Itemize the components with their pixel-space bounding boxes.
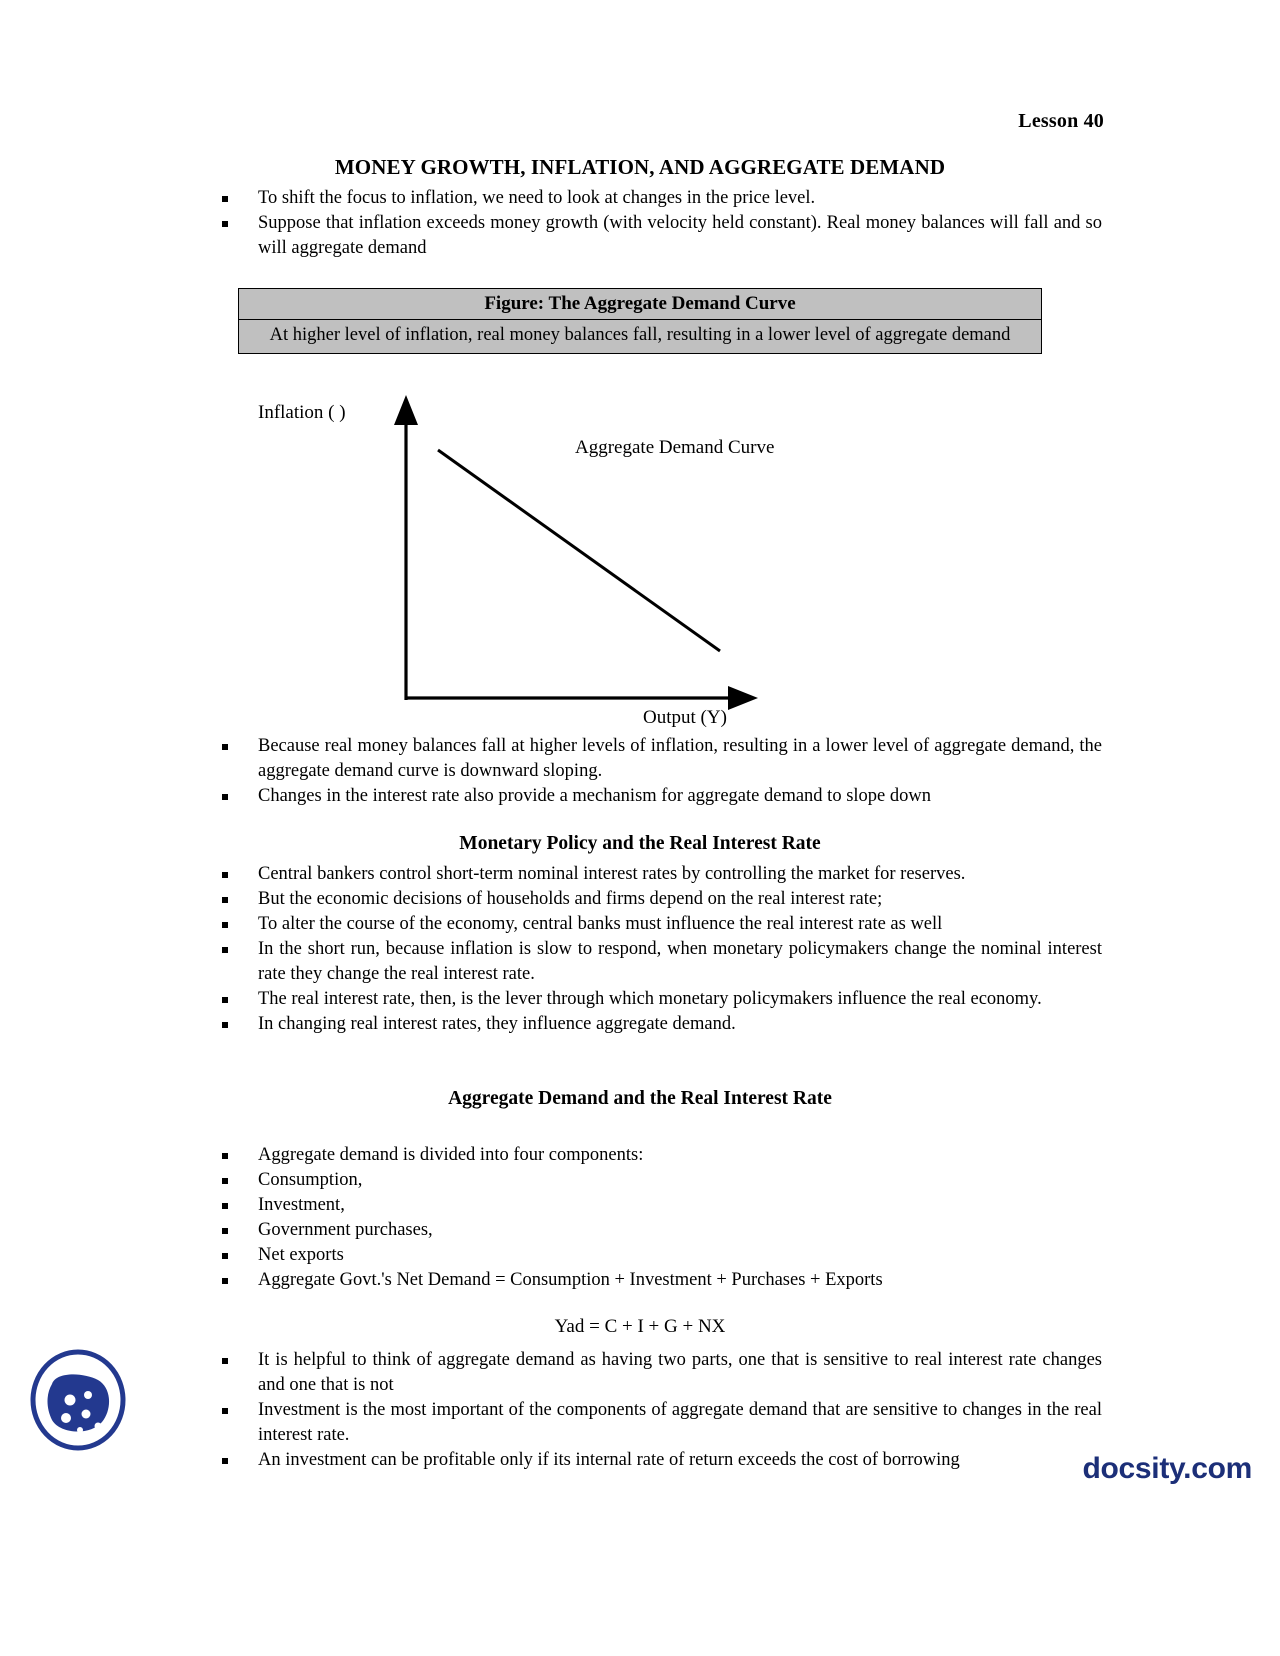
docsity-logo-icon <box>26 1348 130 1452</box>
aggregate-demand-formula: Yad = C + I + G + NX <box>554 1316 726 1337</box>
figure-title: Figure: The Aggregate Demand Curve <box>239 289 1041 320</box>
docsity-logo-svg <box>26 1348 130 1452</box>
list-item: It is helpful to think of aggregate demand as having two parts, one that is sensitive to real interest rate changes and one that is not <box>218 1348 1102 1398</box>
list-item: To shift the focus to inflation, we need to look at changes in the price level. <box>218 186 1102 211</box>
chart-series-label: Aggregate Demand Curve <box>575 437 775 458</box>
post-chart-bullet-list <box>218 734 1102 809</box>
chart-x-axis-label: Output (Y) <box>643 707 727 728</box>
list-item: Aggregate Govt.'s Net Demand = Consumption + Investment + Purchases + Exports <box>218 1268 1102 1293</box>
monetary-bullet-list <box>218 862 1102 1037</box>
closing-bullet-list <box>218 1348 1102 1473</box>
figure-box <box>238 288 1042 354</box>
list-item: Central bankers control short-term nominal interest rates by controlling the market for reserves. <box>218 862 1102 887</box>
aggregate-demand-chart <box>238 385 1058 735</box>
list-item: Government purchases, <box>218 1218 1102 1243</box>
chart-y-axis-label: Inflation ( ) <box>258 402 346 423</box>
list-item: Investment is the most important of the components of aggregate demand that are sensitive to changes in the real interest rate. <box>218 1398 1102 1448</box>
intro-bullet-list <box>218 186 1102 261</box>
demand-curve-line <box>438 450 720 651</box>
list-item: To alter the course of the economy, central banks must influence the real interest rate as well <box>218 912 1102 937</box>
list-item: In changing real interest rates, they influence aggregate demand. <box>218 1012 1102 1037</box>
list-item: Investment, <box>218 1193 1102 1218</box>
list-item: Consumption, <box>218 1168 1102 1193</box>
figure-caption: At higher level of inflation, real money balances fall, resulting in a lower level of aggregate demand <box>269 325 1011 345</box>
list-item: Because real money balances fall at higher levels of inflation, resulting in a lower level of aggregate demand, the aggregate demand curve is downward sloping. <box>218 734 1102 784</box>
aggregate-bullet-list <box>218 1143 1102 1293</box>
list-item: The real interest rate, then, is the lever through which monetary policymakers influence the real economy. <box>218 987 1102 1012</box>
list-item: In the short run, because inflation is slow to respond, when monetary policymakers change the nominal interest rate they change the real interest rate. <box>218 937 1102 987</box>
page-title: MONEY GROWTH, INFLATION, AND AGGREGATE DEMAND <box>334 155 946 179</box>
section-heading-aggregate: Aggregate Demand and the Real Interest Rate <box>448 1088 832 1109</box>
docsity-watermark: docsity.com <box>1082 1452 1252 1485</box>
section-heading-monetary: Monetary Policy and the Real Interest Rate <box>459 833 821 854</box>
list-item: An investment can be profitable only if its internal rate of return exceeds the cost of borrowing <box>218 1448 1102 1473</box>
list-item: But the economic decisions of households and firms depend on the real interest rate; <box>218 887 1102 912</box>
list-item: Suppose that inflation exceeds money growth (with velocity held constant). Real money balances will fall and so will aggregate demand <box>218 211 1102 261</box>
y-axis-arrowhead <box>394 395 418 425</box>
x-axis-arrowhead <box>728 686 758 710</box>
list-item: Net exports <box>218 1243 1102 1268</box>
lesson-label: Lesson 40 <box>1018 110 1104 132</box>
list-item: Aggregate demand is divided into four components: <box>218 1143 1102 1168</box>
list-item: Changes in the interest rate also provide a mechanism for aggregate demand to slope down <box>218 784 1102 809</box>
